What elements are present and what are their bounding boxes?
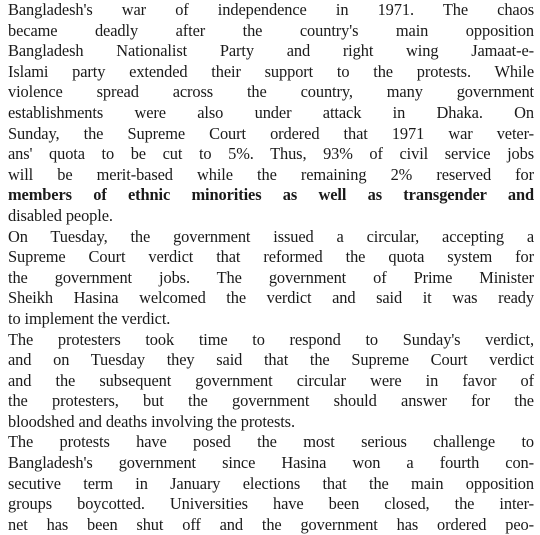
text-line: The protesters took time to respond to Sunday's verdict, xyxy=(8,329,534,349)
text-line: will be merit-based while the remaining 2% reserved for xyxy=(8,164,534,184)
text-line: establishments were also under attack in Dhaka. On xyxy=(8,102,534,122)
text-line: Sunday, the Supreme Court ordered that 1971 war veter- xyxy=(8,123,534,143)
text-line-cut-off: net has been shut off and the government has ordered peo- xyxy=(8,514,534,534)
text-line: and the subsequent government circular were in favor of xyxy=(8,370,534,390)
text-line: Bangladesh's war of independence in 1971. The chaos xyxy=(8,0,534,19)
text-line: Supreme Court verdict that reformed the quota system for xyxy=(8,247,534,267)
text-line: ans' quota to be cut to 5%. Thus, 93% of civil service jobs xyxy=(8,144,534,164)
article-body xyxy=(8,0,534,535)
text-line: and on Tuesday they said that the Supreme Court verdict xyxy=(8,350,534,370)
paragraph-2 xyxy=(8,227,534,330)
text-line: the protesters, but the government should answer for the xyxy=(8,391,534,411)
text-line: disabled people. xyxy=(8,205,113,225)
text-line: secutive term in January elections that the main opposition xyxy=(8,473,534,493)
text-line: Bangladesh Nationalist Party and right wing Jamaat-e- xyxy=(8,41,534,61)
paragraph-3 xyxy=(8,330,534,433)
text-line: the government jobs. The government of Prime Minister xyxy=(8,267,534,287)
text-line: On Tuesday, the government issued a circular, accepting a xyxy=(8,226,534,246)
text-line: violence spread across the country, many government xyxy=(8,82,534,102)
text-line: Bangladesh's government since Hasina won a fourth con- xyxy=(8,453,534,473)
paragraph-4 xyxy=(8,432,534,535)
text-line: Islami party extended their support to the protests. While xyxy=(8,61,534,81)
text-line: groups boycotted. Universities have been closed, the inter- xyxy=(8,494,534,514)
paragraph-1 xyxy=(8,0,534,227)
text-line: The protests have posed the most serious challenge to xyxy=(8,432,534,452)
text-line: Sheikh Hasina welcomed the verdict and said it was ready xyxy=(8,288,534,308)
text-line: to implement the verdict. xyxy=(8,308,171,328)
text-line: became deadly after the country's main opposition xyxy=(8,20,534,40)
text-line: members of ethnic minorities as well as transgender and xyxy=(8,185,534,205)
text-line: bloodshed and deaths involving the protests. xyxy=(8,411,295,431)
